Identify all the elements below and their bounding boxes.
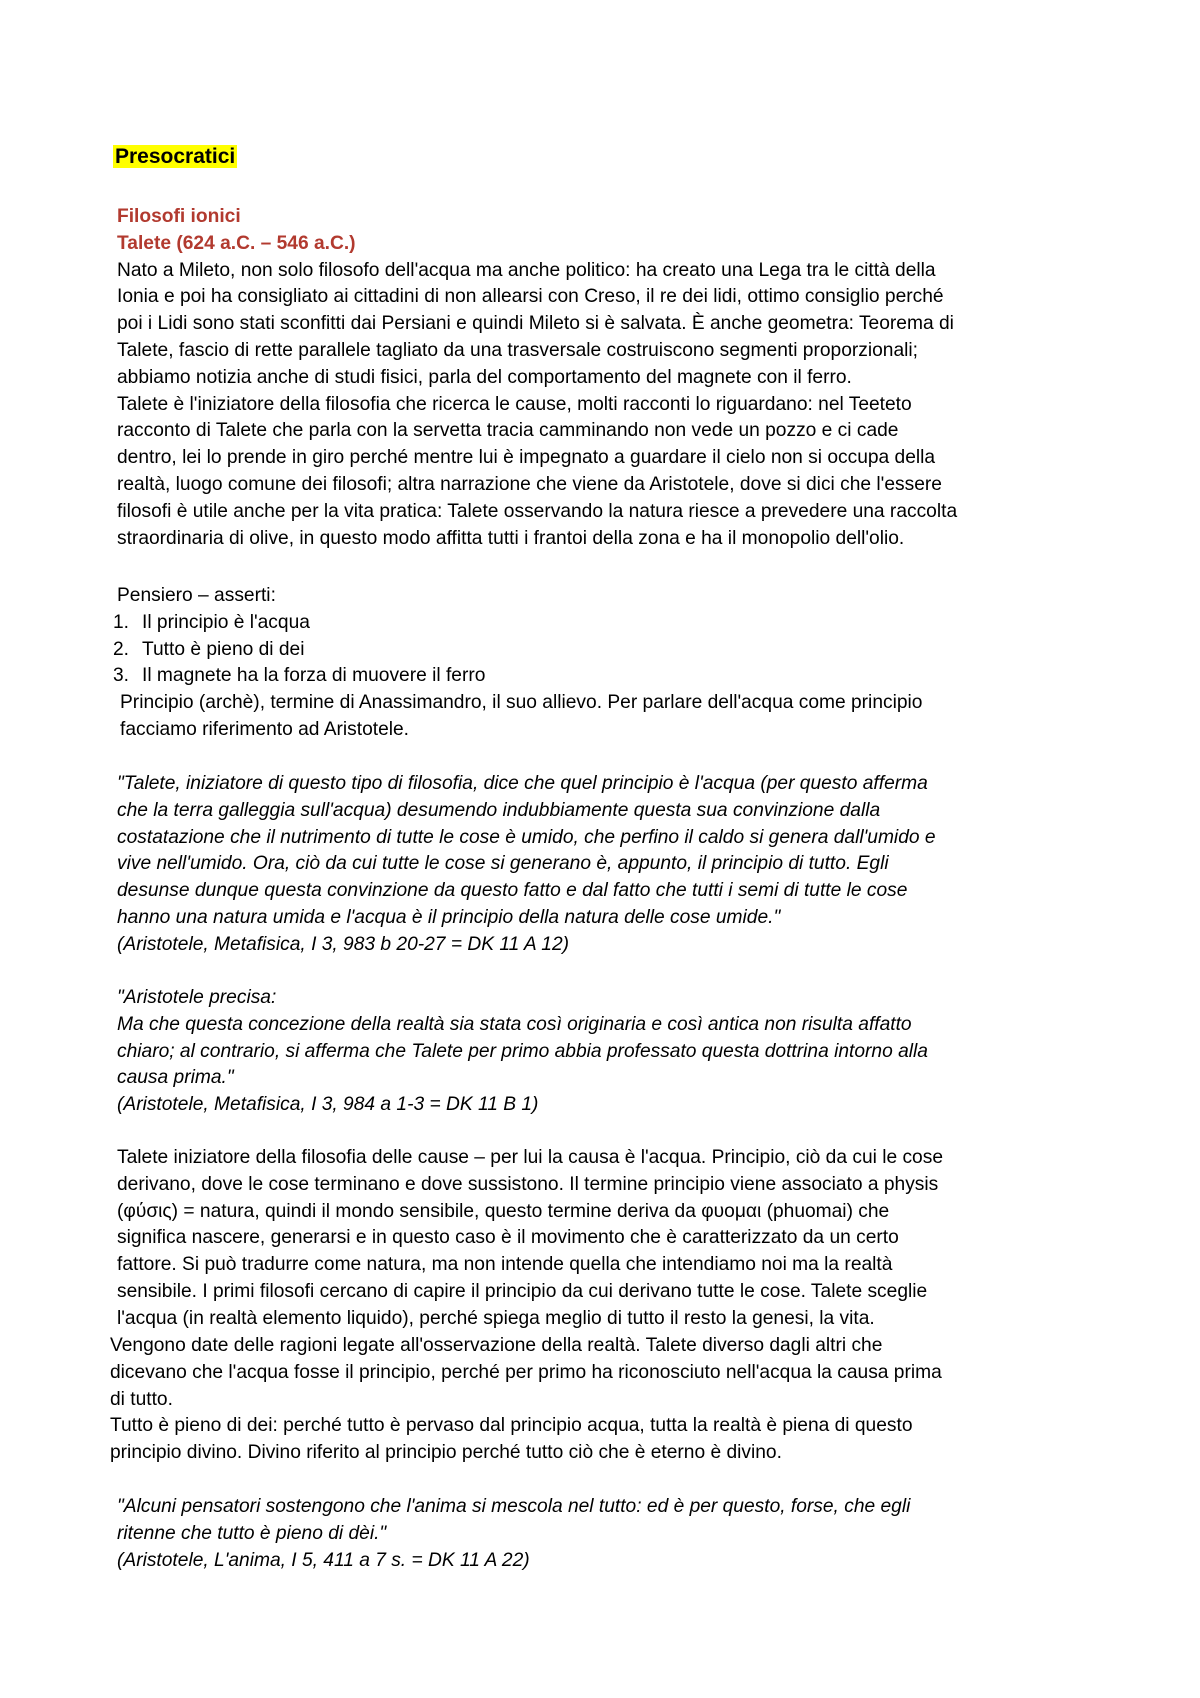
- text-line: principio divino. Divino riferito al principio perché tutto ciò che è eterno è divino.: [110, 1442, 782, 1464]
- text-line: (φύσις) = natura, quindi il mondo sensibile, questo termine deriva da φυομαι (phuomai) che: [117, 1200, 890, 1222]
- asserti-list: [113, 610, 1073, 690]
- quote-line: "Alcuni pensatori sostengono che l'anima si mescola nel tutto: ed è per questo, forse, che egli: [117, 1496, 911, 1517]
- list-item: [113, 663, 1073, 690]
- quote-metafisica-2: [117, 985, 1084, 1119]
- list-number: 3.: [113, 665, 130, 687]
- quote-line: che la terra galleggia sull'acqua) desumendo indubbiamente questa sua convinzione dalla: [117, 799, 881, 821]
- text-line: filosofi è utile anche per la vita pratica: Talete osservando la natura riesce a prevedere una raccolta: [117, 500, 958, 522]
- text-line: poi i Lidi sono stati sconfitti dai Persiani e quindi Mileto si è salvata. È anche geometra: Teorema di: [117, 313, 954, 335]
- text-line: racconto di Talete che parla con la servetta tracia camminando non vede un pozzo e ci cade: [117, 420, 899, 442]
- person-heading: Talete (624 a.C. – 546 a.C.): [117, 232, 356, 254]
- text-line: dicevano che l'acqua fosse il principio, perché per primo ha riconosciuto nell'acqua la causa prima: [110, 1361, 942, 1383]
- list-number: 2.: [113, 638, 130, 660]
- text-line: Principio (archè), termine di Anassimandro, il suo allievo. Per parlare dell'acqua come principio: [120, 692, 923, 713]
- quote-anima: [117, 1494, 1084, 1574]
- text-line: Vengono date delle ragioni legate all'osservazione della realtà. Talete diverso dagli altri che: [110, 1335, 883, 1356]
- text-line: straordinaria di olive, in questo modo affitta tutti i frantoi della zona e ha il monopolio dell'olio.: [117, 527, 905, 549]
- text-line: sensibile. I primi filosofi cercano di capire il principio da cui derivano tutte le cose. Talete sceglie: [117, 1280, 928, 1302]
- text-line: Talete è l'iniziatore della filosofia che ricerca le cause, molti racconti lo riguardano: nel Teeteto: [117, 393, 912, 415]
- list-text: Tutto è pieno di dei: [142, 638, 305, 660]
- list-number: 1.: [113, 611, 130, 633]
- quote-source: (Aristotele, Metafisica, I 3, 983 b 20-27 = DK 11 A 12): [117, 933, 570, 955]
- quote-line: ritenne che tutto è pieno di dèi.": [117, 1522, 387, 1544]
- quote-line: "Aristotele precisa:: [117, 987, 277, 1008]
- text-line: derivano, dove le cose terminano e dove sussistono. Il termine principio viene associato a physis: [117, 1173, 939, 1195]
- quote-source: (Aristotele, Metafisica, I 3, 984 a 1-3 = DK 11 B 1): [117, 1094, 539, 1116]
- quote-line: hanno una natura umida e l'acqua è il principio della natura delle cose umide.": [117, 906, 781, 928]
- text-line: Nato a Mileto, non solo filosofo dell'acqua ma anche politico: ha creato una Lega tra le città della: [117, 259, 936, 281]
- quote-line: causa prima.": [117, 1067, 234, 1089]
- principio-paragraph: [120, 690, 1080, 744]
- text-line: realtà, luogo comune dei filosofi; altra narrazione che viene da Aristotele, dove si dici che l'essere: [117, 473, 942, 495]
- text-line: fattore. Si può tradurre come natura, ma non intende quella che intendiamo noi ma la realtà: [117, 1254, 893, 1276]
- text-line: abbiamo notizia anche di studi fisici, parla del comportamento del magnete con il ferro.: [117, 366, 852, 388]
- text-line: l'acqua (in realtà elemento liquido), perché spiega meglio di tutto il resto la genesi, la vita.: [117, 1307, 875, 1329]
- quote-line: "Talete, iniziatore di questo tipo di filosofia, dice che quel principio è l'acqua (per questo afferma: [117, 773, 928, 794]
- quote-line: chiaro; al contrario, si afferma che Talete per primo abbia professato questa dottrina intorno alla: [117, 1040, 928, 1062]
- text-line: significa nascere, generarsi e in questo caso è il movimento che è caratterizzato da un certo: [117, 1227, 899, 1249]
- list-item: [113, 610, 1073, 637]
- text-line: di tutto.: [110, 1388, 173, 1410]
- document-title: [113, 144, 237, 170]
- talete-section: [117, 204, 1077, 552]
- text-line: dentro, lei lo prende in giro perché mentre lui è impegnato a guardare il cielo non si occupa della: [117, 447, 936, 469]
- list-item: [113, 637, 1073, 664]
- quote-line: costatazione che il nutrimento di tutte le cose è umido, che perfino il caldo si genera dall'umido e: [117, 826, 936, 848]
- text-line: Talete, fascio di rette parallele tagliato da una trasversale costruiscono segmenti proporzionali;: [117, 339, 918, 361]
- text-line: Ionia e poi ha consigliato ai cittadini di non allearsi con Creso, il re dei lidi, ottimo consiglio perché: [117, 286, 944, 308]
- document-title-text: Presocratici: [115, 145, 236, 168]
- quote-metafisica-1: [117, 771, 1084, 959]
- text-line: Talete iniziatore della filosofia delle cause – per lui la causa è l'acqua. Principio, ciò da cui le cose: [117, 1147, 943, 1168]
- quote-line: vive nell'umido. Ora, ciò da cui tutte le cose si generano è, appunto, il principio di tutto. Egli: [117, 853, 889, 875]
- pensiero-heading: Pensiero – asserti:: [117, 585, 276, 606]
- pensiero-section: [113, 583, 1073, 690]
- quote-source: (Aristotele, L'anima, I 5, 411 a 7 s. = DK 11 A 22): [117, 1549, 530, 1571]
- list-text: Il principio è l'acqua: [142, 611, 310, 633]
- ragioni-paragraph: [110, 1333, 1080, 1467]
- quote-line: Ma che questa concezione della realtà sia stata così originaria e così antica non risulta affatto: [117, 1013, 912, 1035]
- list-text: Il magnete ha la forza di muovere il ferro: [142, 665, 486, 687]
- quote-line: desunse dunque questa convinzione da questo fatto e dal fatto che tutti i semi di tutte le cose: [117, 880, 908, 902]
- cause-paragraph: [117, 1145, 1077, 1333]
- text-line: Tutto è pieno di dei: perché tutto è pervaso dal principio acqua, tutta la realtà è piena di questo: [110, 1415, 913, 1437]
- text-line: facciamo riferimento ad Aristotele.: [120, 718, 410, 740]
- section-heading: Filosofi ionici: [117, 206, 241, 227]
